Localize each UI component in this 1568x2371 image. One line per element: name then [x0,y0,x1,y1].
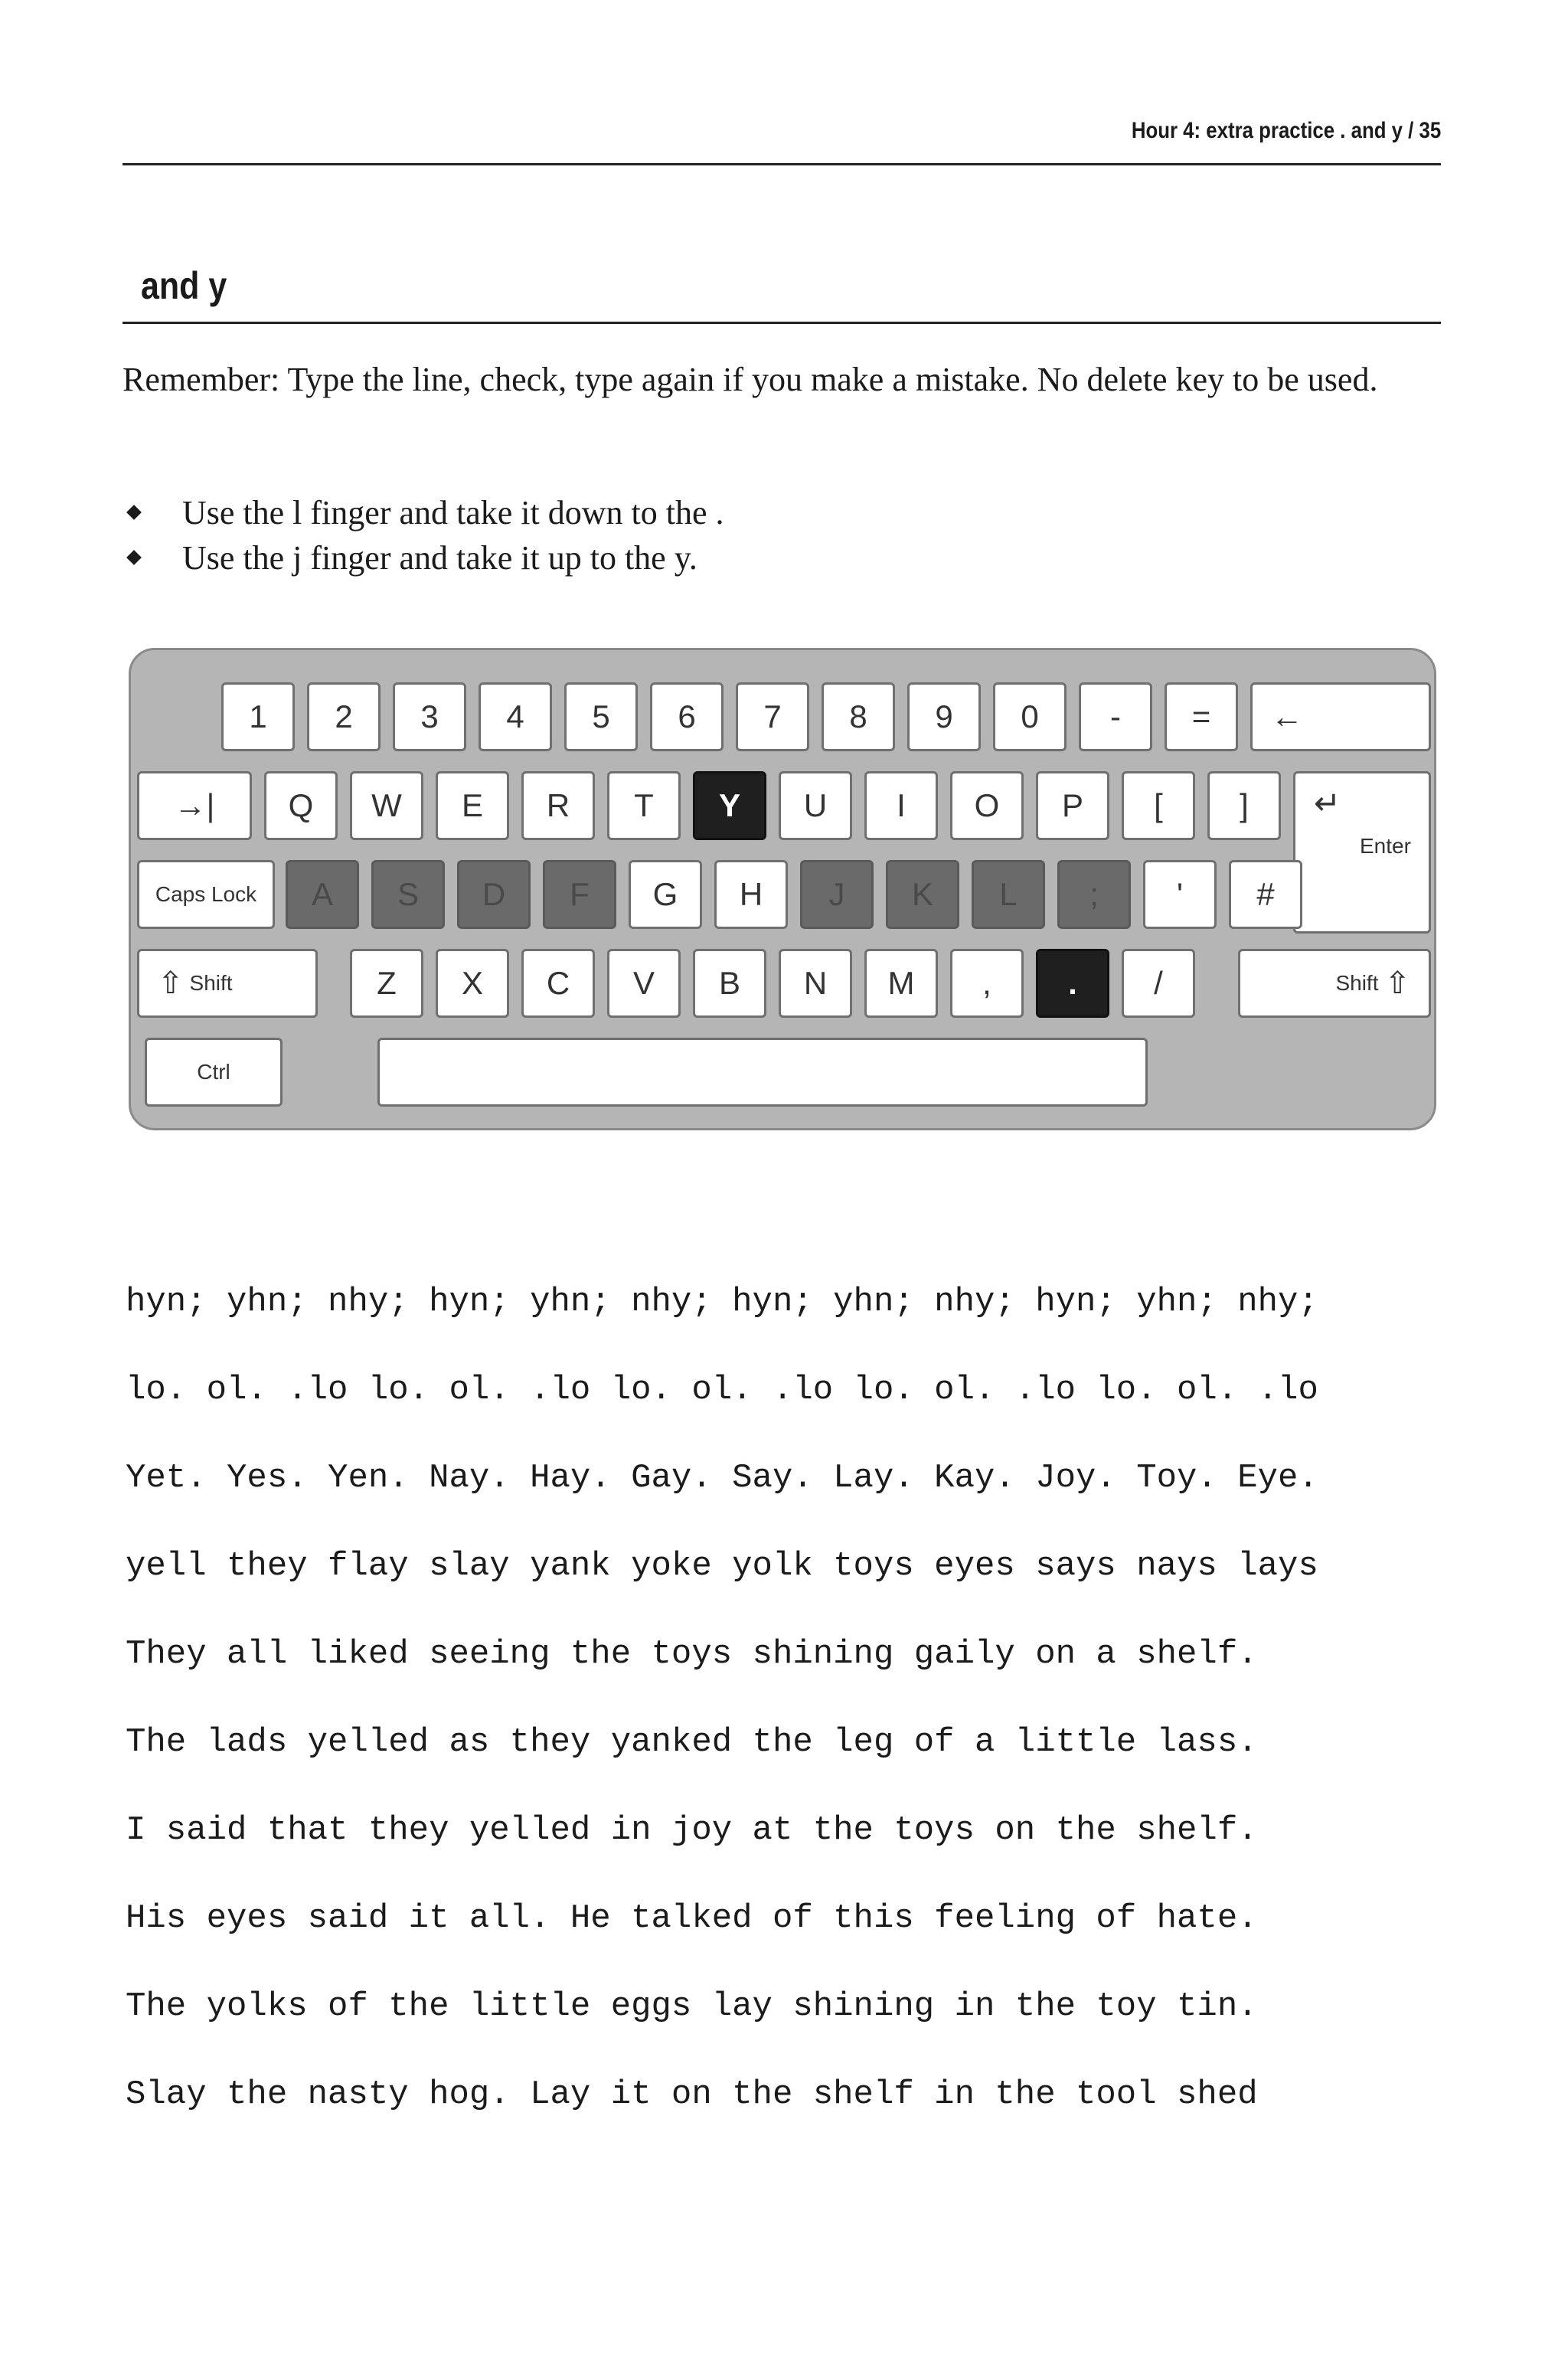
drill-line: yell they flay slay yank yoke yolk toys eyes says nays lays [126,1547,1318,1585]
section-rule [122,322,1441,324]
enter-key [1293,771,1431,934]
key-r: R [521,771,595,840]
key-j-home: J [800,860,874,929]
drill-lines [126,1279,1318,2160]
drill-line: His eyes said it all. He talked of this feeling of hate. [126,1899,1258,1938]
key-o: O [950,771,1024,840]
key-p: P [1036,771,1109,840]
key-7: 7 [736,682,809,751]
tab-arrow-icon: →| [174,787,215,823]
enter-label: Enter [1360,834,1411,858]
section-title: and y [141,264,227,307]
key-d-home: D [457,860,531,929]
key-minus: - [1079,682,1152,751]
key-0: 0 [993,682,1067,751]
key-z: Z [350,949,423,1018]
drill-line: I said that they yelled in joy at the toys on the shelf. [126,1811,1258,1849]
ctrl-key: Ctrl [145,1038,283,1107]
key-k-home: K [886,860,959,929]
drill-line: Yet. Yes. Yen. Nay. Hay. Gay. Say. Lay. Kay. Joy. Toy. Eye. [126,1459,1318,1497]
key-h: H [714,860,788,929]
key-i: I [864,771,938,840]
key-left-bracket: [ [1122,771,1195,840]
diamond-bullet-icon [126,550,142,565]
key-comma: , [950,949,1024,1018]
backspace-arrow-icon: ← [1271,698,1303,734]
instruction-list [122,490,724,580]
key-4: 4 [479,682,552,751]
key-5: 5 [564,682,638,751]
key-period-highlighted: . [1036,949,1109,1018]
key-u: U [779,771,852,840]
shift-arrow-icon: ⇧ [158,966,184,1000]
key-v: V [607,949,681,1018]
space-bar [377,1038,1148,1107]
key-s-home: S [371,860,445,929]
enter-arrow-icon: ↵ [1314,785,1341,821]
drill-line: The yolks of the little eggs lay shining in the toy tin. [126,1987,1258,2026]
caps-lock-key: Caps Lock [137,860,275,929]
key-semicolon-home: ; [1057,860,1131,929]
right-shift-key [1238,949,1431,1018]
instruction-item [122,535,724,580]
shift-label: Shift [189,971,233,995]
key-e: E [436,771,509,840]
drill-line: They all liked seeing the toys shining gaily on a shelf. [126,1635,1258,1673]
key-w: W [350,771,423,840]
key-f-home: F [543,860,616,929]
key-g: G [629,860,702,929]
shift-label: Shift [1335,971,1379,995]
key-2: 2 [307,682,381,751]
drill-line: The lads yelled as they yanked the leg of a little lass. [126,1723,1258,1761]
key-8: 8 [822,682,895,751]
keyboard-diagram [129,648,1436,1130]
drill-line: hyn; yhn; nhy; hyn; yhn; nhy; hyn; yhn; nhy; hyn; yhn; nhy; [126,1283,1318,1321]
key-y-highlighted: Y [693,771,766,840]
key-equals: = [1165,682,1238,751]
key-n: N [779,949,852,1018]
shift-arrow-icon: ⇧ [1384,966,1410,1000]
drill-line: lo. ol. .lo lo. ol. .lo lo. ol. .lo lo. ol. .lo lo. ol. .lo [126,1371,1318,1409]
key-a-home: A [286,860,359,929]
key-c: C [521,949,595,1018]
running-head: Hour 4: extra practice . and y / 35 [1131,118,1441,143]
intro-paragraph: Remember: Type the line, check, type again if you make a mistake. No delete key to be used. [122,361,1378,398]
header-rule [122,163,1441,165]
key-1: 1 [221,682,295,751]
drill-line: Slay the nasty hog. Lay it on the shelf in the tool shed [126,2075,1258,2114]
key-x: X [436,949,509,1018]
left-shift-key [137,949,318,1018]
key-9: 9 [907,682,981,751]
diamond-bullet-icon [126,505,142,520]
tab-key [137,771,252,840]
key-hash: # [1229,860,1302,929]
backspace-key [1250,682,1431,751]
key-3: 3 [393,682,466,751]
key-b: B [693,949,766,1018]
instruction-text: Use the j finger and take it up to the y. [182,539,697,577]
key-slash: / [1122,949,1195,1018]
instruction-text: Use the l finger and take it down to the . [182,494,724,531]
key-l-home: L [972,860,1045,929]
key-6: 6 [650,682,724,751]
key-t: T [607,771,681,840]
instruction-item [122,490,724,535]
key-right-bracket: ] [1207,771,1281,840]
key-apostrophe: ' [1143,860,1217,929]
key-q: Q [264,771,338,840]
key-m: M [864,949,938,1018]
